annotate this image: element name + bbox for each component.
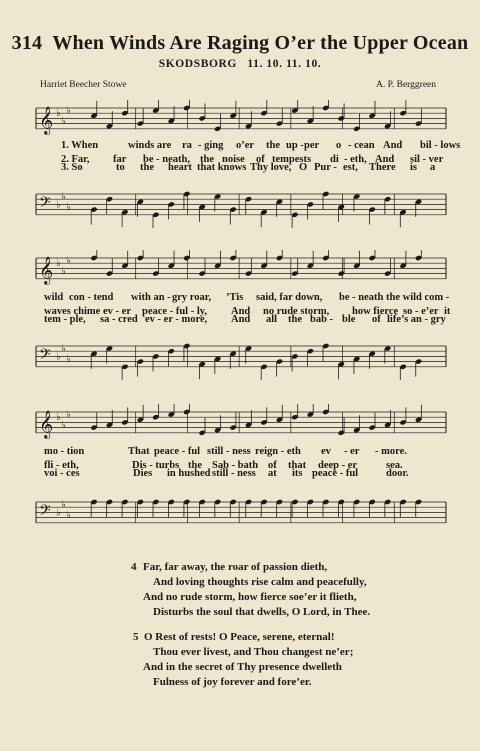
treble-staff-3 <box>0 404 480 446</box>
syllable: 1. When <box>61 140 99 151</box>
syllable: winds are <box>128 140 172 151</box>
syllable: heart <box>168 162 192 173</box>
syllable: peace - ful - ly, <box>142 306 208 317</box>
syllable: sa - cred <box>100 314 138 325</box>
meter: 11. 10. 11. 10. <box>247 58 322 70</box>
syllable: ’Tis <box>226 292 244 303</box>
bass-staff-2 <box>0 338 480 380</box>
treble-clef-icon: 𝄞 <box>39 105 54 134</box>
syllable: gry roar, <box>172 292 212 303</box>
syllable: said, far down, <box>256 292 323 303</box>
syllable: waves chime <box>44 306 101 317</box>
flat-icon: ♭ <box>56 412 61 424</box>
syllable: deep - er <box>318 460 358 471</box>
syllable: noise <box>222 154 245 165</box>
syllable: the <box>266 140 280 151</box>
syllable: peace - ful <box>154 446 201 457</box>
syllable: peace - ful <box>312 468 359 479</box>
flat-icon: ♭ <box>61 116 66 127</box>
syllable: And <box>383 140 403 151</box>
stanza-4-line-2: And loving thoughts rise calm and peacefully, <box>153 576 367 588</box>
syllable: sil - ver <box>410 154 444 165</box>
syllable: ra <box>182 140 192 151</box>
lyric-line-s2-v3 <box>0 314 480 328</box>
syllable: mo - tion <box>44 446 85 457</box>
syllable: in hushed <box>167 468 211 479</box>
syllable: And <box>231 314 251 325</box>
syllable: be - neath, <box>143 154 190 165</box>
syllable: ev - er <box>103 306 131 317</box>
lyric-line-s2-v1 <box>0 292 480 306</box>
hymn-heading <box>0 32 480 55</box>
syllable: far <box>113 154 127 165</box>
lyric-line-s1-v1 <box>0 140 480 154</box>
author-credit: Harriet Beecher Stowe <box>40 80 127 90</box>
syllable: the <box>200 154 214 165</box>
hymn-number: 314 <box>11 32 43 54</box>
bass-clef-icon: 𝄢 <box>39 193 51 215</box>
syllable: it <box>444 306 451 317</box>
lyric-line-s1-v3 <box>0 162 480 176</box>
syllable: its <box>292 468 303 479</box>
flat-icon: ♭ <box>56 351 61 363</box>
syllable: of <box>256 154 265 165</box>
syllable: life’s an - gry <box>387 314 446 325</box>
stanza-4-line-4: Disturbs the soul that dwells, O Lord, in Thee. <box>153 606 371 618</box>
syllable: - more. <box>375 446 407 457</box>
syllable: - ging <box>198 140 224 151</box>
syllable: is <box>410 162 418 173</box>
syllable: Thy love, <box>250 162 292 173</box>
stanza-5-number: 5 <box>133 631 139 643</box>
syllable: voi - ces <box>44 468 80 479</box>
hymn-title: When Winds Are Raging O’er the Upper Ocean <box>52 32 469 54</box>
syllable: of <box>372 314 381 325</box>
syllable: up - <box>286 140 304 151</box>
flat-icon: ♭ <box>61 343 66 355</box>
flat-icon: ♭ <box>66 105 71 117</box>
flat-icon: ♭ <box>61 420 66 431</box>
syllable: ev - er - more, <box>145 314 208 325</box>
stanza-4-number: 4 <box>131 561 137 573</box>
stanza-5-line-2: Thou ever livest, and Thou changest ne’er; <box>153 646 354 658</box>
stanza-5-line-4: Fulness of joy forever and fore’er. <box>153 676 312 688</box>
bass-clef-icon: 𝄢 <box>39 345 51 367</box>
composer-credit: A. P. Berggreen <box>376 80 436 90</box>
syllable: that knows <box>197 162 247 173</box>
treble-clef-icon: 𝄞 <box>39 409 54 438</box>
flat-icon: ♭ <box>66 255 71 267</box>
syllable: that <box>288 460 307 471</box>
syllable: There <box>369 162 396 173</box>
stanza-5-line-3: And in the secret of Thy presence dwelleth <box>143 661 342 673</box>
syllable: - er <box>344 446 360 457</box>
syllable: still - ness <box>212 468 256 479</box>
syllable: 3. So <box>61 162 83 173</box>
flat-icon: ♭ <box>61 266 66 277</box>
syllable: be - neath <box>339 292 384 303</box>
syllable: - eth, <box>344 154 367 165</box>
syllable: ev <box>321 446 331 457</box>
syllable: - cean <box>348 140 375 151</box>
stanza-5-line-1: O Rest of rests! O Peace, serene, eternal! <box>144 631 335 643</box>
flat-icon: ♭ <box>56 199 61 211</box>
syllable: Dis - turbs <box>132 460 180 471</box>
syllable: tem - ple, <box>44 314 86 325</box>
syllable: so - e’er <box>403 306 439 317</box>
syllable: Sab - bath <box>212 460 259 471</box>
lyric-line-s3-v1 <box>0 446 480 460</box>
flat-icon: ♭ <box>66 510 71 521</box>
flat-icon: ♭ <box>66 354 71 365</box>
flat-icon: ♭ <box>66 409 71 421</box>
syllable: wild <box>44 292 64 303</box>
bass-clef-icon: 𝄢 <box>39 501 51 523</box>
treble-staff-2 <box>0 250 480 292</box>
syllable: con - tend <box>69 292 114 303</box>
syllable: Dies <box>133 468 153 479</box>
bass-staff-3 <box>0 494 480 536</box>
syllable: 2. Far, <box>61 154 90 165</box>
syllable: the <box>288 314 302 325</box>
syllable: to <box>116 162 125 173</box>
syllable: bab - <box>310 314 334 325</box>
syllable: still - ness <box>207 446 251 457</box>
treble-staff-1 <box>0 100 480 142</box>
syllable: at <box>268 468 277 479</box>
syllable: reign - eth <box>255 446 301 457</box>
syllable: how fierce <box>352 306 399 317</box>
flat-icon: ♭ <box>56 507 61 519</box>
tune-name: SKODSBORG <box>158 58 237 70</box>
syllable: di <box>330 154 339 165</box>
treble-clef-icon: 𝄞 <box>39 255 54 284</box>
stanza-4-line-3: And no rude storm, how fierce soe’er it flieth, <box>143 591 357 603</box>
syllable: door. <box>386 468 409 479</box>
syllable: tempests <box>272 154 312 165</box>
bass-staff-1 <box>0 186 480 228</box>
syllable: with an - <box>131 292 171 303</box>
syllable: all <box>266 314 278 325</box>
syllable: And <box>375 154 395 165</box>
flat-icon: ♭ <box>61 499 66 511</box>
tune-line <box>0 58 480 70</box>
flat-icon: ♭ <box>61 191 66 203</box>
syllable: O <box>299 162 308 173</box>
syllable: Pur - <box>314 162 337 173</box>
syllable: a <box>430 162 436 173</box>
syllable: fli - eth, <box>44 460 79 471</box>
syllable: per <box>304 140 320 151</box>
flat-icon: ♭ <box>66 202 71 213</box>
syllable: the wild com - <box>386 292 450 303</box>
syllable: o <box>336 140 342 151</box>
flat-icon: ♭ <box>56 108 61 120</box>
syllable: ble <box>342 314 356 325</box>
syllable: est, <box>343 162 358 173</box>
syllable: bil - lows <box>420 140 461 151</box>
lyric-line-s3-v3 <box>0 468 480 482</box>
stanza-4-line-1: Far, far away, the roar of passion dieth, <box>143 561 328 573</box>
flat-icon: ♭ <box>56 258 61 270</box>
syllable: the <box>140 162 154 173</box>
syllable: sea. <box>386 460 403 471</box>
syllable: no rude storm, <box>263 306 330 317</box>
syllable: the <box>188 460 202 471</box>
syllable: And <box>231 306 251 317</box>
syllable: o’er <box>236 140 255 151</box>
syllable: of <box>268 460 277 471</box>
syllable: That <box>128 446 150 457</box>
